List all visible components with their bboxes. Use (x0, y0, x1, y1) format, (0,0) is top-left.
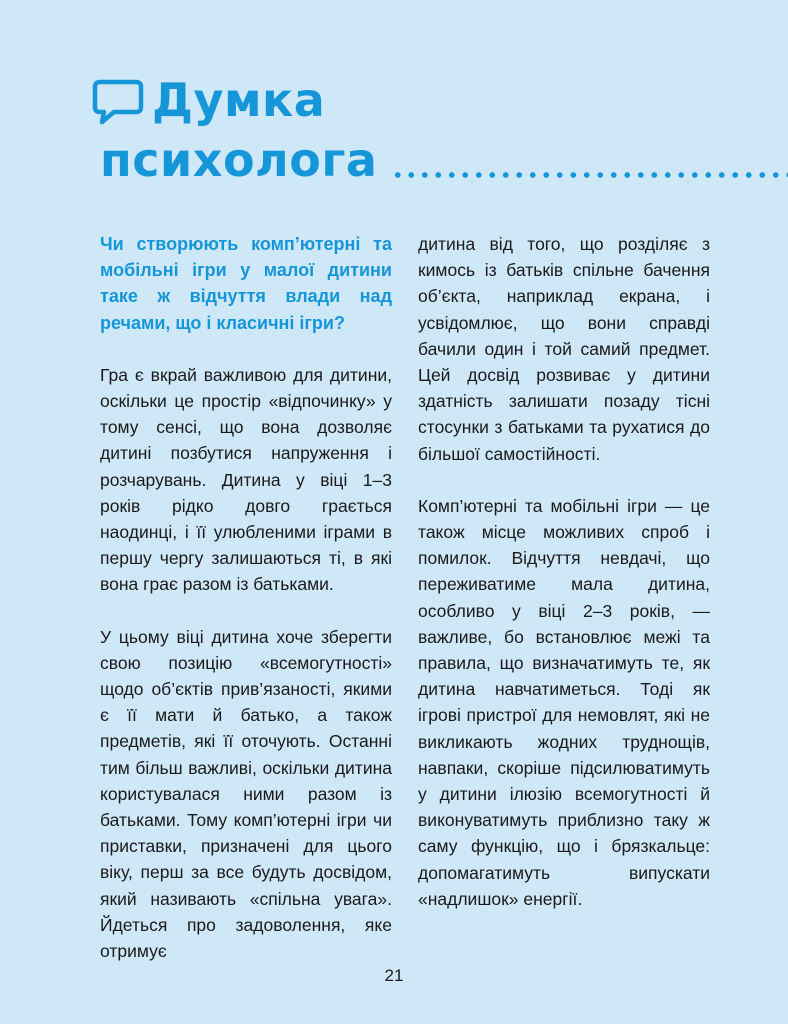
title-word-1: Думка (152, 73, 326, 127)
paragraph: Комп’ютерні та мобільні ігри — це також місце можливих спроб і помилок. Відчуття невдачі, що переживатиме мала дитина, особливо у віці 2–3 років, — важливе, бо встановлює межі та правила, що визначатимуть те, як дитина навчатиметься. Тоді як ігрові пристрої для немовлят, які не викликають жодних труднощів, навпаки, скоріше підсилюватимуть у дитини ілюзію всемогутності й виконуватимуть приблизно таку ж саму функцію, що і брязкальце: допомагатимуть випускати «надлишок» енергії. (418, 495, 710, 909)
page-title (92, 70, 788, 190)
dotted-leader (391, 172, 788, 178)
title-line-2 (92, 130, 788, 190)
title-word-2: психолога (100, 133, 378, 187)
paragraph: Гра є вкрай важливою для дитини, оскільки це простір «відпочинку» у тому сенсі, що вона дозволяє дитині позбутися напруження і розчарувань. Дитина у віці 1–3 років рідко довго грається наодинці, і її улюбленими іграми в першу чергу залишаються ті, в які вона грає разом із батьками. (100, 364, 392, 595)
paragraph: дитина від того, що розділяє з кимось із батьків спільне бачення об’єкта, наприклад екрана, і усвідомлює, що вони справді бачили один і той самий предмет. Цей досвід розвиває у дитини здатність залишати позаду тісні стосунки з батьками та рухатися до більшої самостійності. (418, 234, 710, 464)
question-heading: Чи створюють комп’ютерні та мобільні ігри у малої дитини таке ж відчуття влади над речами, що і класичні ігри? (100, 234, 392, 333)
speech-bubble-icon (92, 78, 144, 126)
right-column (418, 231, 710, 938)
page-number: 21 (384, 966, 404, 985)
left-column (100, 231, 392, 990)
title-line-1 (92, 70, 788, 130)
paragraph: У цьому віці дитина хоче зберегти свою позицію «всемогутності» щодо об’єктів прив’язаності, якими є її мати й батько, а також предметів, які її оточують. Останні тим більш важливі, оскільки дитина користувалася ними разом із батьками. Тому комп’ютерні ігри чи приставки, призначені для цього віку, перш за все будуть досвідом, який називають «спільна увага». Йдеться про задоволення, яке отримує (100, 626, 392, 962)
